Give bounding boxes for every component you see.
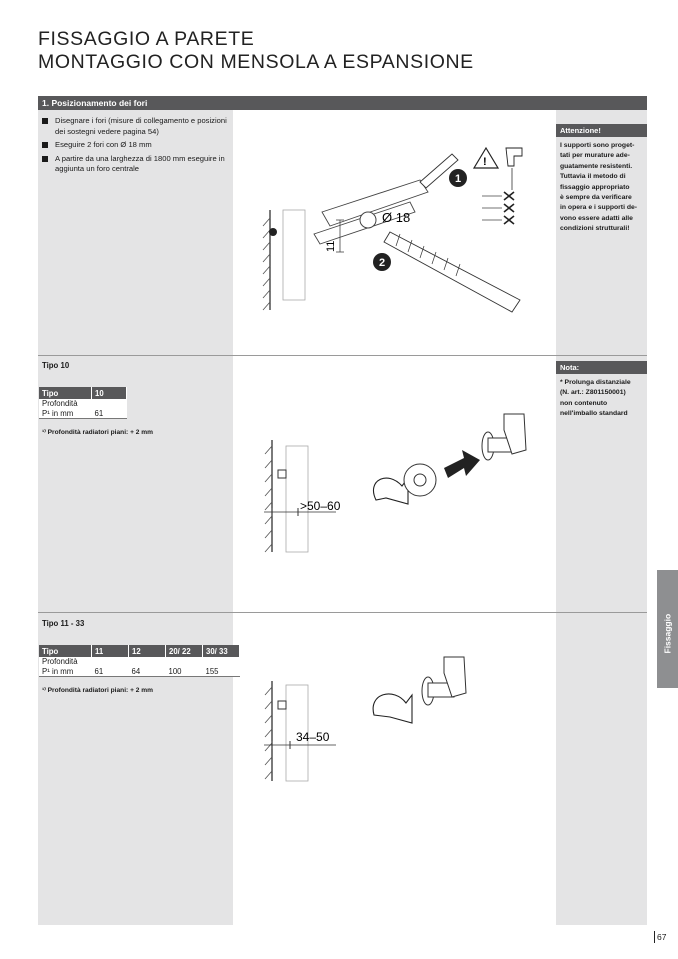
- table-row-label: P¹ in mm: [39, 408, 92, 419]
- page-number: 67: [654, 931, 666, 943]
- push-arrow-icon: [444, 450, 480, 478]
- step-1-label: 1: [455, 173, 462, 185]
- list-item: Eseguire 2 fori con Ø 18 mm: [40, 140, 230, 151]
- diameter-label: Ø 18: [382, 210, 411, 225]
- hole-marker-icon: [269, 228, 277, 236]
- instruction-list: [40, 116, 230, 178]
- dim-label-11: 11: [325, 240, 337, 252]
- table-cell: 100: [166, 666, 203, 677]
- rotate-arrow-icon: [373, 694, 412, 723]
- section-bar: 1. Posizionamento dei fori: [38, 96, 647, 110]
- section-title-type11: Tipo 11 - 33: [42, 619, 85, 628]
- table-cell: 61: [92, 408, 127, 419]
- step-2-label: 2: [379, 257, 386, 269]
- table-row-label: P¹ in mm: [39, 666, 92, 677]
- page-title: [38, 28, 474, 74]
- table-header: Tipo: [39, 387, 92, 399]
- section-divider: [38, 612, 647, 613]
- nota-text: * Prolunga distanziale (N. art.: Z801150001) non contenuto nell'imballo standard: [560, 379, 631, 418]
- section-title-type10: Tipo 10: [42, 361, 70, 370]
- table-cell: 61: [92, 666, 129, 677]
- chapter-tab[interactable]: [657, 570, 678, 688]
- table-header: 20/ 22: [166, 645, 203, 657]
- footnote-type10: ¹⁾ Profondità radiatori piani: + 2 mm: [42, 429, 153, 436]
- table-header: Tipo: [39, 645, 92, 657]
- section-divider: [38, 355, 647, 356]
- table-header: 12: [129, 645, 166, 657]
- svg-text:!: !: [483, 156, 487, 168]
- table-header: 30/ 33: [203, 645, 240, 657]
- title-line-1: FISSAGGIO A PARETE: [38, 28, 255, 50]
- dim-label-type10: >50–60: [300, 499, 341, 513]
- spec-table-type10: [39, 387, 127, 419]
- nota-heading: Nota:: [556, 361, 647, 374]
- dim-label-type11: 34–50: [296, 730, 330, 744]
- table-header: 11: [92, 645, 129, 657]
- cross-icon: [504, 192, 514, 224]
- chapter-tab-label: Fissaggio: [662, 613, 673, 654]
- rotate-arrow-icon: [373, 478, 408, 504]
- drill-icon: [506, 148, 522, 166]
- mounting-figure-type11: [256, 645, 486, 785]
- table-cell: 155: [203, 666, 240, 677]
- title-line-2: MONTAGGIO CON MENSOLA A ESPANSIONE: [38, 51, 474, 73]
- list-item: Disegnare i fori (misure di collegamento e posizioni dei sostegni vedere pagina 54): [40, 116, 230, 137]
- footnote-type11: ¹⁾ Profondità radiatori piani: + 2 mm: [42, 687, 153, 694]
- attention-text: I supporti sono proget- tati per murature ade- guatamente resistenti. Tuttavia il metodo di fissaggio appropriato è sempre da verificare in opera e i supporti de- vono essere adatti alle condizioni strutturali!: [560, 142, 638, 233]
- table-row-label: Profondità: [39, 657, 240, 666]
- table-cell: 64: [129, 666, 166, 677]
- spec-table-type11: [39, 645, 240, 677]
- attention-heading: Attenzione!: [556, 124, 647, 137]
- left-panel: [38, 110, 233, 925]
- list-item: A partire da una larghezza di 1800 mm eseguire in aggiunta un foro centrale: [40, 154, 230, 175]
- drill-bit-icon: [384, 232, 520, 312]
- drilling-figure: [250, 140, 530, 320]
- mounting-figure-type10: [256, 400, 536, 560]
- table-row-label: Profondità: [39, 399, 127, 408]
- table-header: 10: [92, 387, 127, 399]
